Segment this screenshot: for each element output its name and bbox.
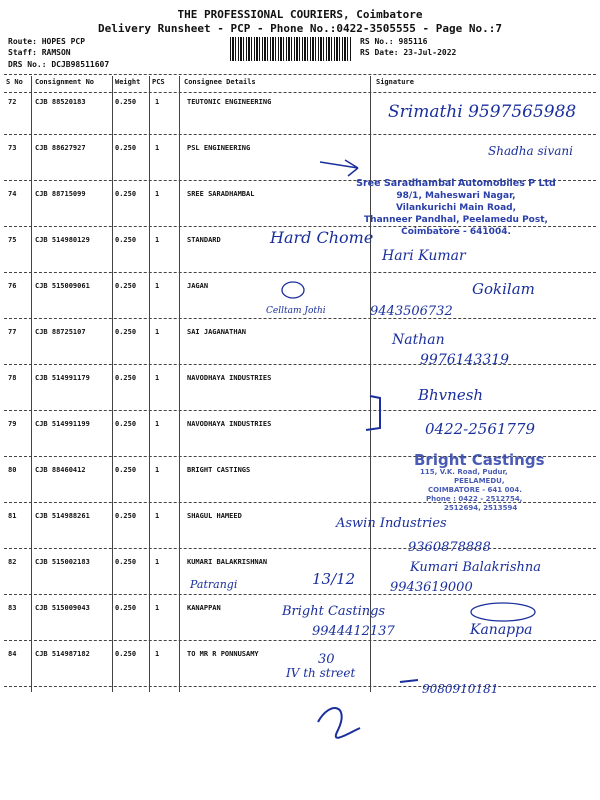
row-pcs: 1 [155, 512, 160, 520]
stamp-line: Phone : 0422 - 2512754, [426, 495, 523, 503]
row-pcs: 1 [155, 328, 160, 336]
row-consignee: JAGAN [187, 282, 209, 290]
row-consignment-no: CJB 88627927 [35, 144, 86, 152]
row-consignee: PSL ENGINEERING [187, 144, 251, 152]
row-weight: 0.250 [115, 420, 137, 428]
row-consignee: SAI JAGANATHAN [187, 328, 247, 336]
row-weight: 0.250 [115, 236, 137, 244]
row-weight: 0.250 [115, 144, 137, 152]
row-consignment-no: CJB 88520183 [35, 98, 86, 106]
row-consignment-no: CJB 515002183 [35, 558, 90, 566]
handwriting: 9976143319 [420, 352, 510, 368]
row-weight: 0.250 [115, 558, 137, 566]
row-weight: 0.250 [115, 328, 137, 336]
handwriting: Aswin Industries [336, 516, 447, 531]
row-consignee: SREE SARADHAMBAL [187, 190, 255, 198]
row-weight: 0.250 [115, 374, 137, 382]
row-consignee: NAVODHAYA INDUSTRIES [187, 374, 272, 382]
row-pcs: 1 [155, 650, 160, 658]
handwriting: Srimathi 9597565988 [388, 102, 577, 122]
row-consignment-no: CJB 514991179 [35, 374, 90, 382]
row-consignee: TEUTONIC ENGINEERING [187, 98, 272, 106]
row-pcs: 1 [155, 144, 160, 152]
handwriting: 9360878888 [408, 540, 491, 555]
handwriting: Hari Kumar [382, 248, 466, 264]
arrow-mark [320, 160, 358, 176]
handwriting: Hard Chome [270, 228, 374, 247]
report-title: THE PROFESSIONAL COURIERS, Coimbatore [177, 8, 423, 21]
row-consignee: BRIGHT CASTINGS [187, 466, 251, 474]
initial-signature [318, 708, 360, 738]
handwriting: Kumari Balakrishna [410, 560, 542, 575]
row-consignment-no: CJB 514980129 [35, 236, 90, 244]
stamp-line: Sree Saradhambal Automobiles P Ltd [356, 178, 556, 189]
row-consignment-no: CJB 514987182 [35, 650, 90, 658]
row-pcs: 1 [155, 466, 160, 474]
row-consignment-no: CJB 88460412 [35, 466, 86, 474]
row-sno: 84 [8, 650, 17, 658]
row-sno: 72 [8, 98, 17, 106]
row-sno: 82 [8, 558, 17, 566]
stamp-line: COIMBATORE - 641 004. [428, 486, 522, 494]
handwriting: Kanappa [470, 622, 533, 638]
row-weight: 0.250 [115, 190, 137, 198]
report-subtitle: Delivery Runsheet - PCP - Phone No.:0422-3505555 - Page No.:7 [98, 22, 502, 35]
row-sno: 79 [8, 420, 17, 428]
handwriting: Patrangi [190, 578, 238, 591]
row-consignee: KANAPPAN [187, 604, 221, 612]
row-sno: 75 [8, 236, 17, 244]
row-pcs: 1 [155, 604, 160, 612]
row-consignee: KUMARI BALAKRISHNAN [187, 558, 268, 566]
stamp-line: 98/1, Maheswari Nagar, [396, 191, 516, 201]
stamp-line: 115, V.K. Road, Pudur, [420, 468, 508, 476]
handwriting: 13/12 [312, 570, 356, 588]
row-sno: 77 [8, 328, 17, 336]
row-consignee: TO MR R PONNUSAMY [187, 650, 259, 658]
row-consignee: SHAGUL HAMEED [187, 512, 242, 520]
row-pcs: 1 [155, 236, 160, 244]
handwriting: IV th street [286, 666, 356, 680]
col-header-consignment: Consignment No [35, 78, 95, 86]
row-pcs: 1 [155, 98, 160, 106]
handwriting: 9943619000 [390, 580, 473, 595]
handwriting: Gokilam [472, 280, 535, 298]
row-pcs: 1 [155, 190, 160, 198]
handwriting: Shadha sivani [488, 144, 573, 158]
row-consignee: NAVODHAYA INDUSTRIES [187, 420, 272, 428]
handwriting: 9944412137 [312, 624, 395, 639]
row-consignment-no: CJB 515009043 [35, 604, 90, 612]
row-weight: 0.250 [115, 650, 137, 658]
circle-mark [282, 282, 304, 298]
bright-castings-stamp [414, 452, 584, 513]
col-header-weight: Weight [115, 78, 141, 86]
row-sno: 83 [8, 604, 17, 612]
row-sno: 73 [8, 144, 17, 152]
handwriting: 30 [318, 652, 335, 667]
stamp-line: Vilankurichi Main Road, [395, 203, 517, 213]
col-header-signature: Signature [376, 78, 414, 86]
stamp-line: Thanneer Pandhal, Peelamedu Post, [364, 215, 548, 225]
stamp-line: Coimbatore - 641004. [401, 227, 511, 237]
stamp-line: 2512694, 2513594 [444, 504, 518, 512]
bracket-mark [366, 396, 380, 430]
row-pcs: 1 [155, 420, 160, 428]
col-header-pcs: PCS [152, 78, 165, 86]
row-consignment-no: CJB 514988261 [35, 512, 90, 520]
row-pcs: 1 [155, 282, 160, 290]
handwriting: 9080910181 [422, 682, 499, 696]
row-pcs: 1 [155, 374, 160, 382]
staff-label: Staff: RAMSON [8, 48, 71, 57]
handwriting: Bright Castings [282, 604, 386, 619]
row-sno: 78 [8, 374, 17, 382]
row-consignee: STANDARD [187, 236, 221, 244]
row-weight: 0.250 [115, 512, 137, 520]
saradhambal-stamp [356, 178, 556, 238]
row-weight: 0.250 [115, 282, 137, 290]
handwriting: 9443506732 [370, 304, 453, 319]
row-sno: 80 [8, 466, 17, 474]
handwriting: Nathan [392, 332, 445, 348]
route-label: Route: HOPES PCP [8, 37, 86, 46]
row-pcs: 1 [155, 558, 160, 566]
row-weight: 0.250 [115, 604, 137, 612]
rs-date: RS Date: 23-Jul-2022 [360, 48, 457, 57]
handwriting: Bhvnesh [418, 386, 484, 404]
drs-label: DRS No.: DCJB98511607 [8, 60, 110, 69]
handwriting: Celltam Jothi [266, 306, 326, 316]
col-header-sno: S No [6, 78, 23, 86]
row-weight: 0.250 [115, 98, 137, 106]
row-weight: 0.250 [115, 466, 137, 474]
strike-mark [400, 680, 418, 682]
row-sno: 81 [8, 512, 17, 520]
handwriting: 0422-2561779 [425, 420, 536, 438]
col-header-consignee: Consignee Details [184, 78, 256, 86]
row-consignment-no: CJB 88725107 [35, 328, 86, 336]
signature-loop [471, 603, 535, 621]
row-consignment-no: CJB 514991199 [35, 420, 90, 428]
row-sno: 74 [8, 190, 17, 198]
stamp-line: Bright Castings [414, 451, 545, 469]
row-consignment-no: CJB 88715099 [35, 190, 86, 198]
row-consignment-no: CJB 515009061 [35, 282, 90, 290]
rs-number: RS No.: 985116 [360, 37, 428, 46]
stamp-line: PEELAMEDU, [454, 477, 505, 485]
row-sno: 76 [8, 282, 17, 290]
